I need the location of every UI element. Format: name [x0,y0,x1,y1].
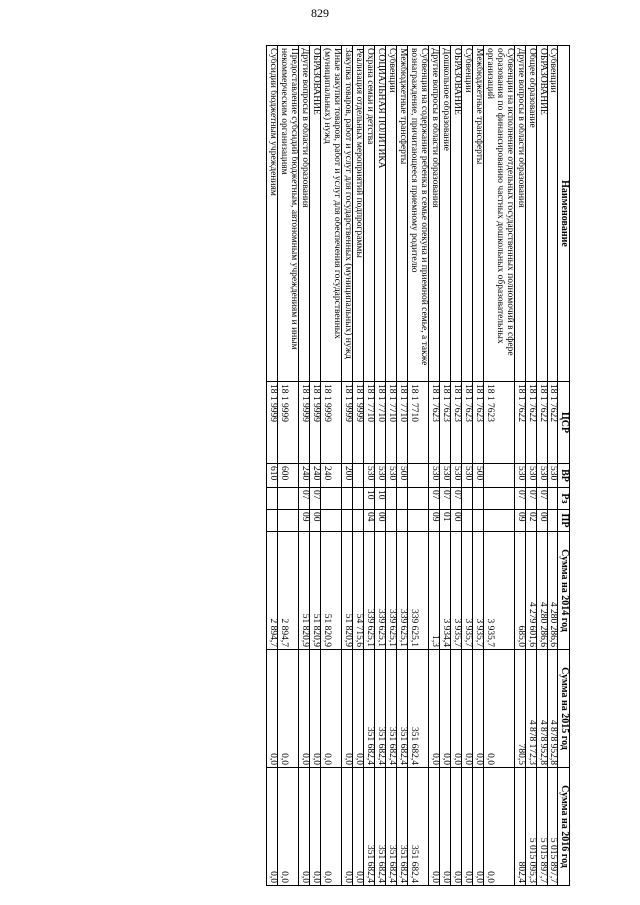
header-sum-2014: Сумма на 2014 год [558,532,570,650]
cell-sum-2016: 5 015 897,7 [547,768,558,886]
cell-sum-2014: 339 625,1 [375,532,386,650]
cell-sum-2014: 2 894,7 [267,532,278,650]
cell-name: Межбюджетные трансферты [472,46,483,382]
cell-sum-2014: 1,3 [428,532,439,650]
cell-rz: 07 [514,488,525,510]
cell-vr: 200 [342,464,353,488]
header-sum-2016: Сумма на 2016 год [558,768,570,886]
cell-rz: 10 [364,488,375,510]
cell-sum-2015: 780,5 [514,650,525,768]
table-row [364,46,375,886]
table-row [342,46,353,886]
cell-vr [407,464,428,488]
cell-rz [547,488,558,510]
cell-sum-2015: 0,0 [299,650,310,768]
cell-name: СОЦИАЛЬНАЯ ПОЛИТИКА [375,46,386,382]
cell-sum-2016: 0,0 [342,768,353,886]
cell-vr: 610 [267,464,278,488]
cell-pr [342,510,353,532]
cell-vr: 240 [310,464,321,488]
cell-sum-2016: 0,0 [461,768,472,886]
cell-sum-2015: 4 878 952,8 [536,650,547,768]
cell-vr: 530 [461,464,472,488]
cell-name: Общее образование [525,46,536,382]
cell-sum-2015: 0,0 [450,650,461,768]
cell-rz [461,488,472,510]
cell-rz: 07 [536,488,547,510]
cell-name: Реализация отдельных мероприятий подпрограммы [353,46,364,382]
cell-vr: 500 [396,464,407,488]
cell-sum-2016: 802,4 [514,768,525,886]
cell-vr [483,464,514,488]
cell-pr [386,510,397,532]
cell-sum-2015: 4 878 172,3 [525,650,536,768]
cell-rz [267,488,278,510]
cell-sum-2015: 4 878 952,8 [547,650,558,768]
cell-sum-2016: 0,0 [321,768,342,886]
cell-name: Другие вопросы в области образования [299,46,310,382]
cell-name: Предоставление субсидий бюджетным, автономным учреждениям и иным некоммерческим организациям [278,46,299,382]
cell-sum-2014: 3 935,7 [450,532,461,650]
page-number: 829 [311,6,329,20]
cell-vr: 530 [525,464,536,488]
cell-sum-2014: 3 935,7 [461,532,472,650]
cell-name: Охрана семьи и детства [364,46,375,382]
cell-vr: 600 [278,464,299,488]
header-rz: Рз [558,488,570,510]
cell-sum-2015: 351 682,4 [375,650,386,768]
cell-rz: 07 [299,488,310,510]
cell-sum-2016: 351 682,4 [375,768,386,886]
cell-sum-2014: 339 625,1 [386,532,397,650]
table-row [353,46,364,886]
cell-sum-2016: 5 015 897,7 [536,768,547,886]
cell-pr: 04 [364,510,375,532]
cell-pr: 00 [310,510,321,532]
cell-vr: 240 [321,464,342,488]
cell-pr [353,510,364,532]
cell-sum-2014: 4 279 601,6 [525,532,536,650]
table-row [536,46,547,886]
cell-csr: 18 1 7623 [439,382,450,464]
cell-sum-2014: 339 625,1 [407,532,428,650]
cell-rz: 07 [428,488,439,510]
cell-csr: 18 1 7710 [364,382,375,464]
header-vr: ВР [558,464,570,488]
cell-name: ОБРАЗОВАНИЕ [310,46,321,382]
table-row [461,46,472,886]
cell-name: Субвенции [547,46,558,382]
cell-csr: 18 1 9999 [278,382,299,464]
cell-sum-2016: 351 682,4 [396,768,407,886]
table-row [450,46,461,886]
cell-pr [483,510,514,532]
cell-name: Дошкольное образование [439,46,450,382]
table-row [525,46,536,886]
cell-name: ОБРАЗОВАНИЕ [450,46,461,382]
cell-csr: 18 1 7623 [483,382,514,464]
cell-sum-2015: 0,0 [439,650,450,768]
cell-csr: 18 1 9999 [353,382,364,464]
cell-vr: 530 [364,464,375,488]
cell-sum-2015: 351 682,4 [386,650,397,768]
table-row [439,46,450,886]
cell-sum-2015: 0,0 [321,650,342,768]
cell-pr: 00 [375,510,386,532]
cell-csr: 18 1 7623 [428,382,439,464]
table-body [267,46,558,886]
cell-vr: 530 [536,464,547,488]
cell-sum-2014: 685,0 [514,532,525,650]
cell-sum-2015: 0,0 [310,650,321,768]
cell-vr: 530 [450,464,461,488]
cell-csr: 18 1 9999 [267,382,278,464]
cell-rz: 07 [439,488,450,510]
cell-sum-2014: 339 625,1 [364,532,375,650]
cell-vr: 240 [299,464,310,488]
cell-sum-2016: 0,0 [439,768,450,886]
cell-sum-2016: 0,0 [267,768,278,886]
cell-sum-2016: 351 682,4 [407,768,428,886]
cell-rz [342,488,353,510]
cell-csr: 18 1 7623 [472,382,483,464]
cell-sum-2014: 51 820,9 [299,532,310,650]
table-row [547,46,558,886]
cell-pr [472,510,483,532]
cell-vr: 530 [428,464,439,488]
cell-pr [321,510,342,532]
table-row [375,46,386,886]
cell-csr: 18 1 7622 [525,382,536,464]
cell-sum-2016: 0,0 [472,768,483,886]
cell-pr: 09 [428,510,439,532]
cell-sum-2015: 0,0 [278,650,299,768]
cell-name: Субвенции [386,46,397,382]
cell-sum-2016: 0,0 [353,768,364,886]
cell-pr: 09 [299,510,310,532]
cell-csr: 18 1 9999 [342,382,353,464]
cell-sum-2014: 54 715,6 [353,532,364,650]
cell-sum-2014: 2 894,7 [278,532,299,650]
cell-rz [353,488,364,510]
cell-csr: 18 1 7623 [461,382,472,464]
cell-rz [386,488,397,510]
cell-pr [396,510,407,532]
cell-sum-2015: 0,0 [472,650,483,768]
cell-sum-2014: 51 820,9 [310,532,321,650]
cell-name: Межбюджетные трансферты [396,46,407,382]
cell-vr [353,464,364,488]
header-sum-2015: Сумма на 2015 год [558,650,570,768]
cell-sum-2015: 0,0 [461,650,472,768]
table-row [299,46,310,886]
cell-sum-2014: 4 280 286,6 [547,532,558,650]
cell-name: Субсидии бюджетным учреждениям [267,46,278,382]
cell-csr: 18 1 7622 [536,382,547,464]
cell-csr: 18 1 7710 [407,382,428,464]
cell-sum-2014: 51 820,9 [321,532,342,650]
cell-sum-2014: 4 280 286,6 [536,532,547,650]
table-row [472,46,483,886]
budget-table [266,45,570,886]
cell-pr: 00 [536,510,547,532]
cell-vr: 530 [375,464,386,488]
cell-vr: 500 [472,464,483,488]
cell-rz [483,488,514,510]
cell-csr: 18 1 7622 [514,382,525,464]
cell-sum-2014: 3 935,7 [472,532,483,650]
table-header-row [558,46,570,886]
cell-csr: 18 1 7710 [386,382,397,464]
cell-sum-2014: 339 625,1 [396,532,407,650]
cell-sum-2015: 0,0 [353,650,364,768]
cell-sum-2015: 0,0 [483,650,514,768]
cell-pr: 09 [514,510,525,532]
cell-name: ОБРАЗОВАНИЕ [536,46,547,382]
cell-sum-2016: 0,0 [483,768,514,886]
cell-rz [407,488,428,510]
cell-pr [407,510,428,532]
cell-rz [396,488,407,510]
cell-pr: 01 [439,510,450,532]
cell-name: Субвенция на содержание ребенка в семье опекуна и приемной семье, а также вознаграждение, причитающееся приемному родителю [407,46,428,382]
table-row [321,46,342,886]
cell-name: Другие вопросы в области образования [514,46,525,382]
header-pr: ПР [558,510,570,532]
table-row [396,46,407,886]
cell-csr: 18 1 9999 [299,382,310,464]
cell-pr [547,510,558,532]
cell-sum-2016: 0,0 [450,768,461,886]
header-name: Наименование [558,46,570,382]
cell-sum-2015: 0,0 [428,650,439,768]
table-row [514,46,525,886]
cell-sum-2016: 0,0 [299,768,310,886]
cell-name: Иные закупки товаров, работ и услуг для обеспечения государственных (муниципальных) нужд [321,46,342,382]
cell-pr: 00 [450,510,461,532]
header-csr: ЦСР [558,382,570,464]
cell-sum-2015: 351 682,4 [396,650,407,768]
cell-rz [472,488,483,510]
cell-name: Субвенции на исполнение отдельных государственных полномочий в сфере образования по финансированию частных дошкольных образовательных организаций [483,46,514,382]
cell-sum-2016: 351 682,4 [364,768,375,886]
cell-name: Закупка товаров, работ и услуг для государственных (муниципальных) нужд [342,46,353,382]
cell-sum-2015: 0,0 [342,650,353,768]
cell-pr [461,510,472,532]
cell-sum-2016: 351 682,4 [386,768,397,886]
cell-csr: 18 1 7710 [375,382,386,464]
cell-rz: 07 [525,488,536,510]
cell-rz [278,488,299,510]
cell-rz [321,488,342,510]
cell-name: Другие вопросы в области образования [428,46,439,382]
cell-csr: 18 1 7622 [547,382,558,464]
cell-csr: 18 1 9999 [321,382,342,464]
table-row [278,46,299,886]
cell-sum-2014: 51 820,9 [342,532,353,650]
cell-name: Субвенции [461,46,472,382]
cell-sum-2014: 3 934,4 [439,532,450,650]
cell-sum-2015: 351 682,4 [364,650,375,768]
cell-sum-2014: 3 935,7 [483,532,514,650]
cell-sum-2016: 5 015 095,3 [525,768,536,886]
cell-csr: 18 1 9999 [310,382,321,464]
table-row [483,46,514,886]
cell-csr: 18 1 7710 [396,382,407,464]
cell-pr: 02 [525,510,536,532]
cell-vr: 530 [547,464,558,488]
cell-sum-2016: 0,0 [278,768,299,886]
table-row [310,46,321,886]
cell-sum-2015: 351 682,4 [407,650,428,768]
cell-pr [278,510,299,532]
table-row [386,46,397,886]
cell-rz: 07 [310,488,321,510]
table-row [428,46,439,886]
rotated-table-container [100,45,570,885]
cell-vr: 530 [514,464,525,488]
cell-rz: 07 [450,488,461,510]
cell-vr: 530 [386,464,397,488]
cell-rz: 10 [375,488,386,510]
cell-sum-2016: 0,0 [428,768,439,886]
table-row [267,46,278,886]
cell-sum-2016: 0,0 [310,768,321,886]
cell-pr [267,510,278,532]
cell-sum-2015: 0,0 [267,650,278,768]
table-row [407,46,428,886]
cell-vr: 530 [439,464,450,488]
cell-csr: 18 1 7623 [450,382,461,464]
